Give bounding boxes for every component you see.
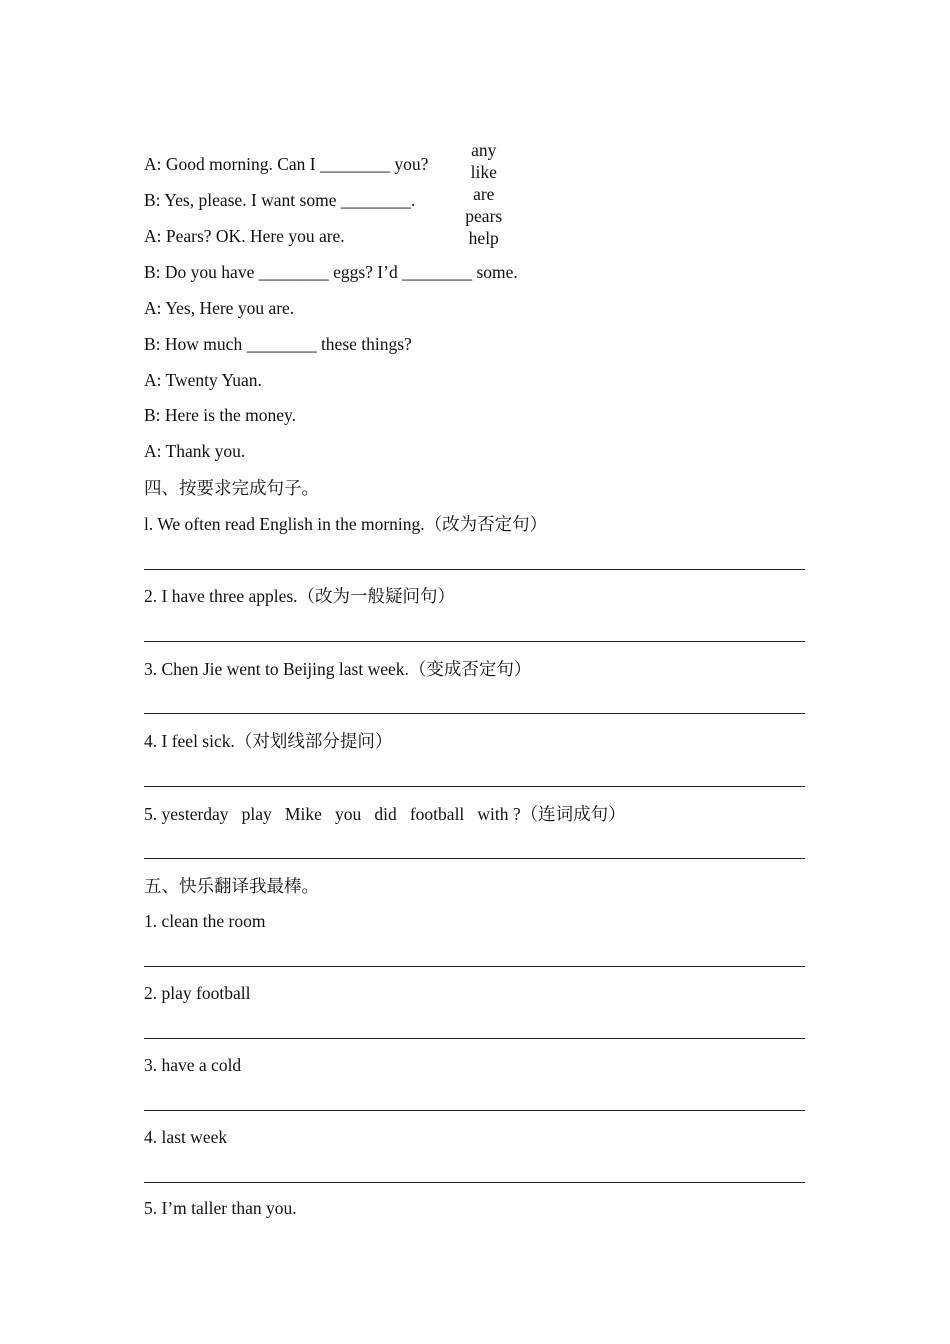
section-4-item: 2. I have three apples.（改为一般疑问句） [144,586,456,606]
dialogue-line: B: Here is the money. [144,405,296,425]
dialogue-line: A: Yes, Here you are. [144,298,295,318]
dialogue-line: A: Twenty Yuan. [144,370,262,390]
answer-line[interactable] [144,641,805,642]
dialogue-line: A: Pears? OK. Here you are. [144,226,345,246]
word-bank-item: like [470,162,497,182]
section-5-item: 5. I’m taller than you. [144,1198,297,1218]
section-4-item: l. We often read English in the morning.（改为否定句） [144,514,548,534]
word-bank-item: any [471,140,497,160]
answer-line[interactable] [144,966,805,967]
section-5-item: 4. last week [144,1127,228,1147]
section-4-item: 4. I feel sick.（对划线部分提问） [144,731,393,751]
word-bank-item: are [473,184,495,204]
answer-line[interactable] [144,1038,805,1039]
dialogue-line: A: Good morning. Can I ________ you? [144,154,429,174]
word-bank-item: pears [465,206,503,226]
word-bank-item: help [468,228,499,248]
dialogue-line: A: Thank you. [144,441,246,461]
dialogue-line: B: Yes, please. I want some ________. [144,190,416,210]
section-5-item: 2. play football [144,983,251,1003]
answer-line[interactable] [144,713,805,714]
word-bank [0,117,950,271]
section-4-item: 3. Chen Jie went to Beijing last week.（变成否定句） [144,659,532,679]
section-5-heading: 五、快乐翻译我最棒。 [144,876,319,896]
dialogue-line: B: How much ________ these things? [144,334,412,354]
section-4-heading: 四、按要求完成句子。 [144,478,319,498]
answer-line[interactable] [144,1182,805,1183]
dialogue-line: B: Do you have ________ eggs? I’d ________ some. [144,262,518,282]
answer-line[interactable] [144,858,805,859]
section-5-item: 3. have a cold [144,1055,242,1075]
answer-line[interactable] [144,569,805,570]
answer-line[interactable] [144,786,805,787]
section-5-item: 1. clean the room [144,911,266,931]
answer-line[interactable] [144,1110,805,1111]
section-4-item: 5. yesterday play Mike you did football with ?（连词成句） [144,804,626,824]
